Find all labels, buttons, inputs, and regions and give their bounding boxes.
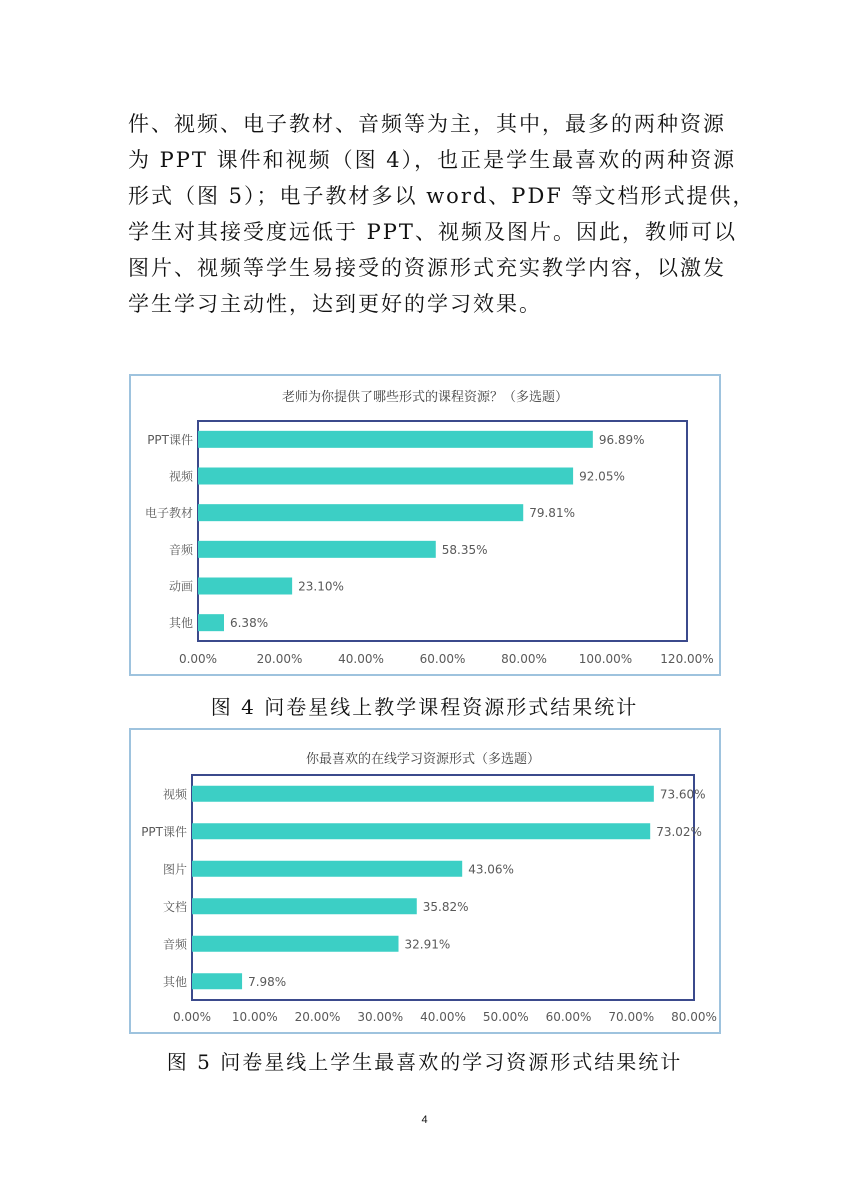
bar: [198, 431, 593, 448]
x-tick-label: 60.00%: [419, 652, 466, 666]
bar: [192, 823, 650, 839]
bar: [192, 936, 399, 952]
plot-area: [192, 775, 694, 1000]
figure-caption-4: 图 4 问卷星线上教学课程资源形式结果统计: [210, 695, 639, 719]
body-paragraph: [128, 106, 756, 322]
value-label: 96.89%: [598, 432, 645, 447]
value-label: 32.91%: [404, 937, 451, 952]
chart-course-resources: [129, 374, 721, 676]
paragraph-line: 图片、视频等学生易接受的资源形式充实教学内容，以激发: [128, 256, 726, 280]
chart-favorite-resources: [129, 728, 721, 1034]
bar: [192, 786, 654, 802]
paragraph-line: 学生对其接受度远低于 PPT、视频及图片。因此，教师可以: [128, 220, 737, 244]
x-tick-label: 80.00%: [501, 652, 547, 666]
value-label: 43.06%: [468, 862, 514, 877]
x-tick-label: 70.00%: [608, 1010, 655, 1024]
category-label: 音频: [168, 542, 193, 557]
paragraph-line: 件、视频、电子教材、音频等为主，其中，最多的两种资源: [128, 112, 726, 136]
bar: [198, 614, 224, 631]
x-tick-label: 30.00%: [357, 1010, 404, 1024]
category-label: 其他: [162, 974, 187, 989]
plot-area: [198, 421, 687, 641]
chart-svg: [131, 376, 719, 674]
category-label: 音频: [162, 937, 187, 952]
value-label: 92.05%: [579, 469, 625, 484]
x-tick-label: 0.00%: [178, 652, 218, 666]
x-tick-label: 80.00%: [671, 1010, 717, 1024]
value-label: 35.82%: [422, 899, 469, 914]
value-label: 6.38%: [229, 616, 269, 631]
value-label: 23.10%: [298, 579, 344, 594]
x-tick-label: 20.00%: [256, 652, 303, 666]
category-label: 电子教材: [144, 506, 193, 521]
x-tick-label: 20.00%: [294, 1010, 341, 1024]
category-label: PPT课件: [147, 432, 193, 447]
x-tick-label: 10.00%: [231, 1010, 278, 1024]
category-label: 视频: [168, 469, 193, 484]
category-label: 文档: [162, 899, 187, 914]
bar: [192, 898, 417, 914]
value-label: 7.98%: [248, 974, 287, 989]
x-tick-label: 40.00%: [420, 1010, 466, 1024]
paragraph-line: 形式（图 5）；电子教材多以 word、PDF 等文档形式提供，: [128, 184, 756, 208]
bar: [192, 973, 242, 989]
bar: [198, 504, 523, 521]
category-label: 图片: [162, 862, 187, 877]
x-tick-label: 120.00%: [660, 652, 714, 666]
value-label: 58.35%: [441, 542, 488, 557]
value-label: 79.81%: [529, 506, 575, 521]
category-label: 动画: [168, 579, 193, 594]
value-label: 73.02%: [656, 824, 702, 839]
category-label: 视频: [162, 787, 187, 802]
x-tick-label: 40.00%: [338, 652, 384, 666]
x-tick-label: 100.00%: [578, 652, 633, 666]
paragraph-line: 为 PPT 课件和视频（图 4），也正是学生最喜欢的两种资源: [128, 148, 737, 172]
chart-title: 你最喜欢的在线学习资源形式（多选题）: [305, 752, 541, 767]
chart-title: 老师为你提供了哪些形式的课程资源？（多选题）: [281, 390, 569, 405]
category-label: PPT课件: [141, 824, 187, 839]
bar: [198, 578, 292, 595]
x-tick-label: 60.00%: [545, 1010, 592, 1024]
bar: [198, 468, 573, 485]
figure-caption-5: 图 5 问卷星线上学生最喜欢的学习资源形式结果统计: [166, 1050, 683, 1074]
page-number: 4: [421, 1114, 428, 1126]
x-tick-label: 0.00%: [172, 1010, 212, 1024]
bar: [192, 861, 462, 877]
value-label: 73.60%: [659, 787, 706, 802]
paragraph-line: 学生学习主动性，达到更好的学习效果。: [128, 292, 542, 316]
category-label: 其他: [168, 616, 193, 631]
chart-svg: [131, 730, 719, 1032]
bar: [198, 541, 436, 558]
x-tick-label: 50.00%: [482, 1010, 529, 1024]
